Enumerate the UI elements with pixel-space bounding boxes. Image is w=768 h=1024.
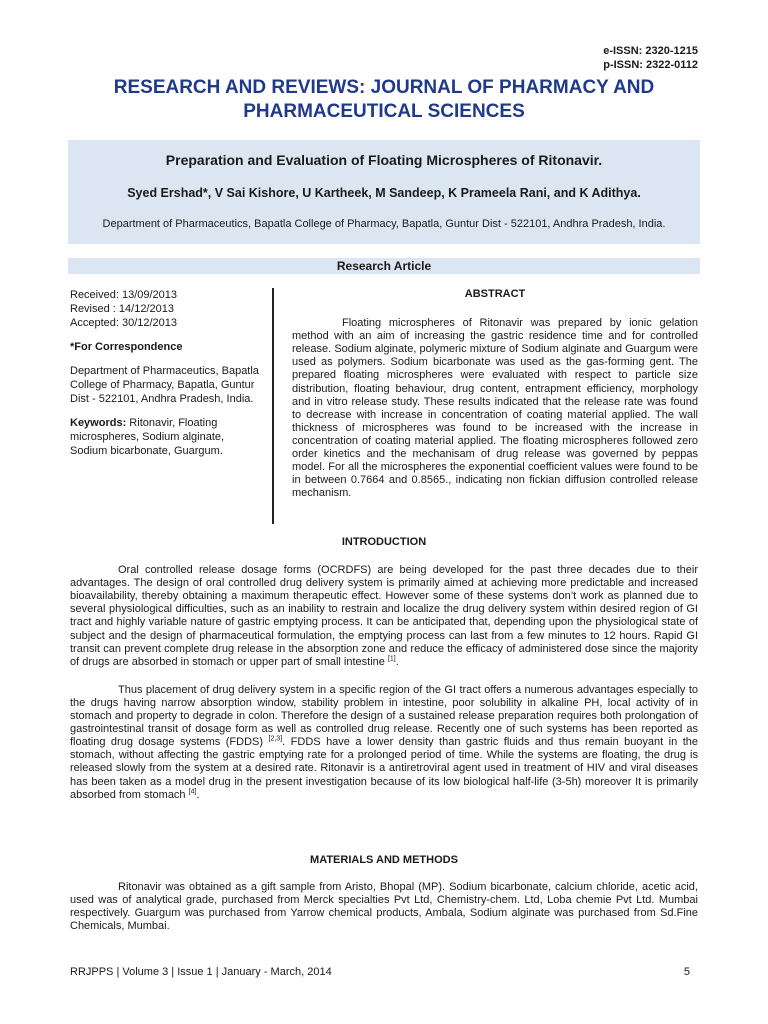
correspondence-address: Department of Pharmaceutics, Bapatla College of Pharmacy, Bapatla, Guntur Dist - 522101, Andhra Pradesh, India.: [70, 365, 259, 405]
journal-title: RESEARCH AND REVIEWS: JOURNAL OF PHARMACY AND PHARMACEUTICAL SCIENCES: [113, 77, 655, 122]
footer-citation: RRJPPS | Volume 3 | Issue 1 | January - March, 2014: [70, 966, 332, 978]
correspondence-heading: *For Correspondence: [70, 341, 183, 353]
pissn: p-ISSN: 2322-0112: [603, 59, 698, 71]
page-footer: [70, 966, 688, 978]
affiliation: Department of Pharmaceutics, Bapatla College of Pharmacy, Bapatla, Guntur Dist - 522101, Andhra Pradesh, India.: [102, 218, 666, 230]
introduction-section: [70, 536, 698, 802]
keywords-text: Ritonavir, Floating microspheres, Sodium alginate, Sodium bicarbonate, Guargum.: [70, 417, 225, 457]
column-divider: [272, 288, 274, 524]
accepted-date: Accepted: 30/12/2013: [70, 317, 178, 329]
citation-ref: [2,3]: [268, 735, 283, 743]
methods-paragraph-1: Ritonavir was obtained as a gift sample from Aristo, Bhopal (MP). Sodium bicarbonate, calcium chloride, acetic acid, used was of analytical grade, purchased from Merck specialties Pvt Ltd, Chemistry-chem. Ltd, Loba chemie Pvt Ltd. Mumbai respectively. Guargum was purchased from Yarrow chemical products, Ambala, Sodium alginate was purchased from Sd.Fine Chemicals, Mumbai.: [70, 881, 698, 933]
keywords: [70, 416, 260, 458]
authors: Syed Ershad*, V Sai Kishore, U Kartheek, M Sandeep, K Prameela Rani, and K Adithya.: [127, 186, 641, 200]
methods-heading: MATERIALS AND METHODS: [310, 854, 458, 866]
intro-paragraph-2: Thus placement of drug delivery system in a specific region of the GI tract offers a numerous advantages especially to the drugs having narrow absorption window, stability problem in intestine, poor solubility in alkaline PH, local activity of in stomach and property to degrade in colon. Therefore the design of a sustained release preparation requires both prolongation of gastrointestinal transit of dosage form as well as controlled drug release. Recently one of such systems has been reported as floating drug dosage systems (FDDS) [2,3]. FDDS have a lower density than gastric fluids and thus remain buoyant in the stomach, without affecting the gastric emptying rate for a prolonged period of time. While the systems are floating, the drug is released slowly from the system at a desired rate. Ritonavir is a antiretroviral agent used in treatment of HIV and viral diseases has been taken as a model drug in the present investigation because of its low biological half-life (3-5h) moreover It is primarily absorbed from stomach [4].: [70, 683, 698, 801]
eissn: e-ISSN: 2320-1215: [603, 45, 698, 57]
issn-block: [603, 44, 698, 72]
abstract-heading: ABSTRACT: [464, 288, 526, 300]
revised-date: Revised : 14/12/2013: [70, 303, 174, 315]
paper-title: Preparation and Evaluation of Floating Microspheres of Ritonavir.: [165, 152, 603, 168]
introduction-heading: INTRODUCTION: [341, 536, 427, 548]
methods-section: [70, 854, 698, 933]
dates: [70, 288, 260, 330]
article-type-bar: Research Article: [68, 258, 700, 274]
title-box: [68, 140, 700, 244]
intro-paragraph-1: Oral controlled release dosage forms (OCRDFS) are being developed for the past three decades due to their advantages. The design of oral controlled drug delivery system is primarily aimed at achieving more predictable and increased bioavailability, thereby obtaining a maximum therapeutic effect. However some of these systems don’t work as planned due to several physiological difficulties, such as an inability to restrain and localize the drug delivery system within desired region of GI tract and highly variable nature of gastric emptying process. It can be anticipated that, depending upon the physiological state of subject and the design of pharmaceutical formulation, the emptying process can last from a few minutes to 12 hours. Rapid GI transit can prevent complete drug release in the absorption zone and reduce the efficacy of administered dose since the majority of drugs are absorbed in stomach or upper part of small intestine [1].: [70, 564, 698, 668]
citation-ref: [4]: [188, 787, 197, 795]
abstract: [292, 288, 698, 500]
received-date: Received: 13/09/2013: [70, 289, 178, 301]
abstract-text: Floating microspheres of Ritonavir was prepared by ionic gelation method with an aim of increasing the gastric residence time and for controlled release. Sodium alginate, polymeric mixture of Sodium alginate and Guargum were used as polymers. Sodium bicarbonate was used as the gas-forming gent. The prepared floating microspheres were evaluated with respect to particle size distribution, floating behaviour, drug content, entrapment efficiency, morphology and in vitro release study. These results indicated that the release rate was found to decrease with increase in concentration of coating material applied. The wall thickness of microspheres was found to be increased with the increase in concentration of coating material applied. The floating microspheres followed zero order kinetics and the mechanisam of drug release was governed by peppas model. For all the microspheres the exponential coefficient values were found to be in between 0.7664 and 0.8565., indicating non fickian diffusion controlled release mechanism.: [292, 317, 698, 500]
page-number: 5: [683, 966, 690, 978]
citation-ref: [1]: [387, 655, 396, 663]
left-column: [70, 288, 260, 468]
keywords-label: Keywords:: [70, 417, 127, 429]
